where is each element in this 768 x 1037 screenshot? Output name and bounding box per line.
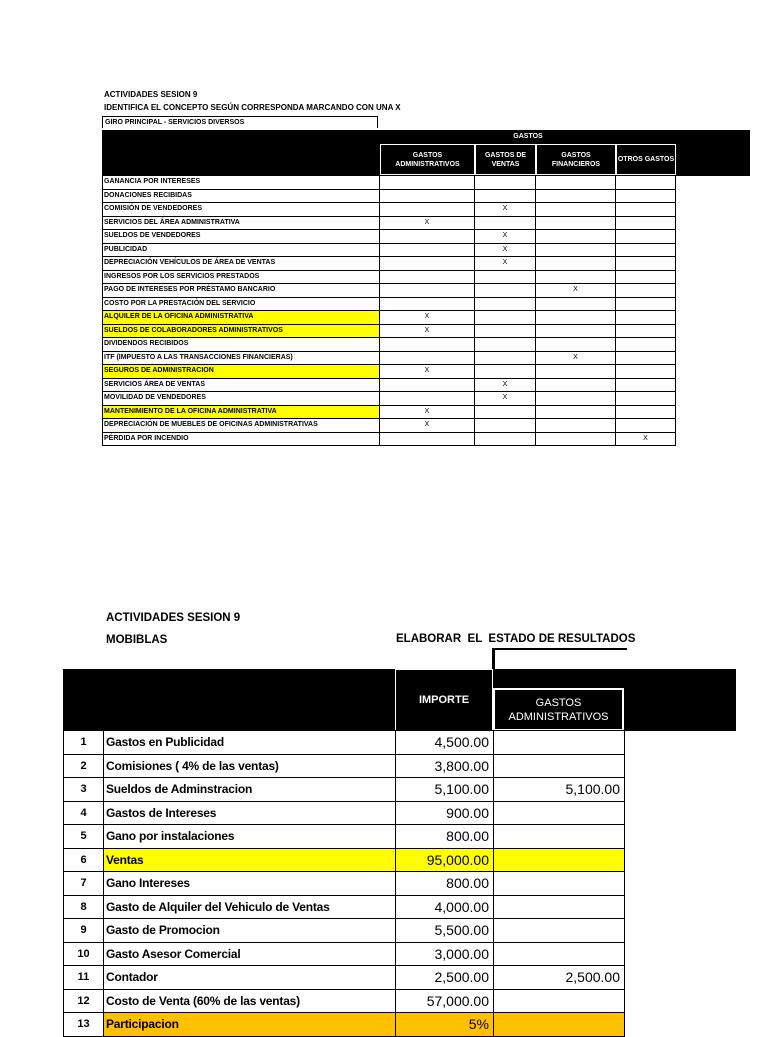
gastos-admin-value[interactable] xyxy=(494,895,625,919)
row-number: 7 xyxy=(64,872,104,896)
concept-row xyxy=(103,351,676,365)
concept-row xyxy=(103,270,676,284)
mark-cell-otros[interactable] xyxy=(616,284,676,298)
concept-row xyxy=(103,338,676,352)
concept-row xyxy=(103,257,676,271)
mark-cell-ventas[interactable] xyxy=(475,270,536,284)
concept-label: MOVILIDAD DE VENDEDORES xyxy=(103,392,380,406)
item-label: Participacion xyxy=(104,1013,396,1037)
section1-instruction: IDENTIFICA EL CONCEPTO SEGÚN CORRESPONDA MARCANDO CON UNA X xyxy=(104,103,401,112)
gastos-admin-value[interactable] xyxy=(494,848,625,872)
header-band-left xyxy=(102,130,380,175)
mark-cell-admin[interactable]: X xyxy=(380,324,475,338)
mark-cell-otros[interactable] xyxy=(616,270,676,284)
income-row xyxy=(64,872,625,896)
gastos-admin-value[interactable] xyxy=(494,872,625,896)
concept-label: SUELDOS DE VENDEDORES xyxy=(103,230,380,244)
mark-cell-otros[interactable] xyxy=(616,351,676,365)
importe-value: 800.00 xyxy=(396,825,494,849)
importe-header xyxy=(395,669,493,731)
mark-cell-ventas[interactable] xyxy=(475,311,536,325)
mark-cell-admin[interactable]: X xyxy=(380,311,475,325)
mark-cell-admin[interactable] xyxy=(380,243,475,257)
task-title: ELABORAR EL ESTADO DE RESULTADOS xyxy=(396,633,636,645)
mark-cell-ventas[interactable]: X xyxy=(475,257,536,271)
mark-cell-admin[interactable] xyxy=(380,392,475,406)
concept-label: DEPRECIACIÓN DE MUEBLES DE OFICINAS ADMINISTRATIVAS xyxy=(103,419,380,433)
row-number: 8 xyxy=(64,895,104,919)
gastos-admin-value[interactable] xyxy=(494,1013,625,1037)
mark-cell-ventas[interactable] xyxy=(475,297,536,311)
income-row xyxy=(64,778,625,802)
importe-value: 900.00 xyxy=(396,801,494,825)
col-header-admin-label: GASTOS ADMINISTRATIVOS xyxy=(395,151,460,168)
importe-value: 5,100.00 xyxy=(396,778,494,802)
concept-label: PÉRDIDA POR INCENDIO xyxy=(103,432,380,446)
mark-cell-financieros[interactable] xyxy=(536,257,616,271)
gastos-admin-header-label: GASTOS ADMINISTRATIVOS xyxy=(508,696,609,723)
concept-label: DONACIONES RECIBIDAS xyxy=(103,189,380,203)
row-number: 5 xyxy=(64,825,104,849)
col-header-otros xyxy=(616,144,676,175)
income-row xyxy=(64,989,625,1013)
concept-label: COSTO POR LA PRESTACIÓN DEL SERVICIO xyxy=(103,297,380,311)
gastos-admin-value[interactable]: 2,500.00 xyxy=(494,966,625,990)
income-table xyxy=(63,730,625,1037)
mark-cell-admin[interactable] xyxy=(380,203,475,217)
importe-value: 3,000.00 xyxy=(396,942,494,966)
mark-cell-ventas[interactable] xyxy=(475,365,536,379)
mark-cell-otros[interactable] xyxy=(616,365,676,379)
mark-cell-financieros[interactable] xyxy=(536,378,616,392)
mark-cell-otros[interactable] xyxy=(616,378,676,392)
concepts-table xyxy=(102,175,676,446)
item-label: Contador xyxy=(104,966,396,990)
mark-cell-admin[interactable] xyxy=(380,284,475,298)
item-label: Costo de Venta (60% de las ventas) xyxy=(104,989,396,1013)
concept-row xyxy=(103,432,676,446)
mark-cell-ventas[interactable] xyxy=(475,176,536,190)
mark-cell-admin[interactable] xyxy=(380,297,475,311)
concept-row xyxy=(103,365,676,379)
mark-cell-admin[interactable] xyxy=(380,230,475,244)
mark-cell-otros[interactable] xyxy=(616,243,676,257)
importe-value: 4,500.00 xyxy=(396,731,494,755)
concept-label: SEGUROS DE ADMINISTRACION xyxy=(103,365,380,379)
concept-label: ITF (IMPUESTO A LAS TRANSACCIONES FINANCIERAS) xyxy=(103,351,380,365)
mark-cell-ventas[interactable] xyxy=(475,216,536,230)
mark-cell-admin[interactable] xyxy=(380,338,475,352)
item-label: Gasto de Alquiler del Vehiculo de Ventas xyxy=(104,895,396,919)
concept-label: DIVIDENDOS RECIBIDOS xyxy=(103,338,380,352)
concept-label: INGRESOS POR LOS SERVICIOS PRESTADOS xyxy=(103,270,380,284)
giro-label: GIRO PRINCIPAL - SERVICIOS DIVERSOS xyxy=(102,116,378,128)
mark-cell-otros[interactable] xyxy=(616,419,676,433)
row-number: 3 xyxy=(64,778,104,802)
mark-cell-financieros[interactable] xyxy=(536,419,616,433)
mark-cell-otros[interactable] xyxy=(616,297,676,311)
row-number: 12 xyxy=(64,989,104,1013)
income-row xyxy=(64,825,625,849)
income-row xyxy=(64,1013,625,1037)
mark-cell-financieros[interactable] xyxy=(536,365,616,379)
importe-value: 4,000.00 xyxy=(396,895,494,919)
company-name: MOBIBLAS xyxy=(106,634,168,646)
concept-row xyxy=(103,324,676,338)
importe-value: 57,000.00 xyxy=(396,989,494,1013)
header-bracket xyxy=(492,648,627,670)
col-header-financieros xyxy=(536,144,616,175)
mark-cell-ventas[interactable] xyxy=(475,419,536,433)
concept-label: SERVICIOS ÁREA DE VENTAS xyxy=(103,378,380,392)
importe-value: 95,000.00 xyxy=(396,848,494,872)
row-number: 4 xyxy=(64,801,104,825)
gastos-admin-value[interactable] xyxy=(494,919,625,943)
row-number: 10 xyxy=(64,942,104,966)
mark-cell-otros[interactable] xyxy=(616,405,676,419)
importe-value: 5% xyxy=(396,1013,494,1037)
item-label: Gastos en Publicidad xyxy=(104,731,396,755)
mark-cell-admin[interactable]: X xyxy=(380,216,475,230)
row-number: 11 xyxy=(64,966,104,990)
gastos-admin-value[interactable] xyxy=(494,942,625,966)
income-row xyxy=(64,848,625,872)
section2-title: ACTIVIDADES SESION 9 xyxy=(106,612,241,624)
item-label: Gano Intereses xyxy=(104,872,396,896)
concept-row xyxy=(103,419,676,433)
concept-label: PAGO DE INTERESES POR PRÉSTAMO BANCARIO xyxy=(103,284,380,298)
mark-cell-financieros[interactable] xyxy=(536,176,616,190)
concept-row xyxy=(103,392,676,406)
income-row xyxy=(64,919,625,943)
mark-cell-financieros[interactable] xyxy=(536,432,616,446)
item-label: Gasto de Promocion xyxy=(104,919,396,943)
concept-label: PUBLICIDAD xyxy=(103,243,380,257)
gastos-admin-value[interactable]: 5,100.00 xyxy=(494,778,625,802)
row-number: 1 xyxy=(64,731,104,755)
mark-cell-ventas[interactable]: X xyxy=(475,230,536,244)
concept-label: MANTENIMIENTO DE LA OFICINA ADMINISTRATIVA xyxy=(103,405,380,419)
mark-cell-financieros[interactable] xyxy=(536,189,616,203)
mark-cell-admin[interactable] xyxy=(380,351,475,365)
mark-cell-financieros[interactable] xyxy=(536,338,616,352)
mark-cell-financieros[interactable] xyxy=(536,324,616,338)
mark-cell-otros[interactable] xyxy=(616,324,676,338)
income-row xyxy=(64,754,625,778)
mark-cell-financieros[interactable] xyxy=(536,311,616,325)
gastos-admin-value[interactable] xyxy=(494,731,625,755)
concept-row xyxy=(103,230,676,244)
header-band-right xyxy=(676,130,750,176)
mark-cell-otros[interactable]: X xyxy=(616,432,676,446)
mark-cell-financieros[interactable] xyxy=(536,230,616,244)
item-label: Comisiones ( 4% de las ventas) xyxy=(104,754,396,778)
mark-cell-financieros[interactable] xyxy=(536,243,616,257)
concept-row xyxy=(103,311,676,325)
mark-cell-financieros[interactable] xyxy=(536,392,616,406)
concept-row xyxy=(103,203,676,217)
mark-cell-otros[interactable] xyxy=(616,189,676,203)
mark-cell-otros[interactable] xyxy=(616,311,676,325)
col-header-ventas xyxy=(475,144,536,175)
importe-value: 5,500.00 xyxy=(396,919,494,943)
mark-cell-financieros[interactable] xyxy=(536,297,616,311)
mark-cell-ventas[interactable]: X xyxy=(475,243,536,257)
item-label: Sueldos de Adminstracion xyxy=(104,778,396,802)
mark-cell-admin[interactable]: X xyxy=(380,365,475,379)
mark-cell-otros[interactable] xyxy=(616,392,676,406)
concept-row xyxy=(103,378,676,392)
mark-cell-otros[interactable] xyxy=(616,230,676,244)
mark-cell-admin[interactable]: X xyxy=(380,419,475,433)
mark-cell-otros[interactable] xyxy=(616,257,676,271)
concept-label: SERVICIOS DEL ÁREA ADMINISTRATIVA xyxy=(103,216,380,230)
income-row xyxy=(64,801,625,825)
income-row xyxy=(64,731,625,755)
mark-cell-financieros[interactable] xyxy=(536,203,616,217)
mark-cell-financieros[interactable] xyxy=(536,216,616,230)
mark-cell-financieros[interactable] xyxy=(536,405,616,419)
mark-cell-financieros[interactable]: X xyxy=(536,284,616,298)
importe-value: 3,800.00 xyxy=(396,754,494,778)
col-header-admin xyxy=(380,144,475,175)
mark-cell-otros[interactable] xyxy=(616,203,676,217)
importe-value: 800.00 xyxy=(396,872,494,896)
mark-cell-otros[interactable] xyxy=(616,338,676,352)
concept-label: SUELDOS DE COLABORADORES ADMINISTRATIVOS xyxy=(103,324,380,338)
mark-cell-admin[interactable] xyxy=(380,189,475,203)
income-row xyxy=(64,942,625,966)
mark-cell-otros[interactable] xyxy=(616,216,676,230)
concept-row xyxy=(103,189,676,203)
gastos-admin-value[interactable] xyxy=(494,989,625,1013)
gastos-admin-header xyxy=(493,688,624,731)
mark-cell-otros[interactable] xyxy=(616,176,676,190)
gastos-admin-value[interactable] xyxy=(494,825,625,849)
concept-row xyxy=(103,405,676,419)
concept-label: DEPRECIACIÓN VEHÍCULOS DE ÁREA DE VENTAS xyxy=(103,257,380,271)
section1-title: ACTIVIDADES SESION 9 xyxy=(104,90,198,99)
mark-cell-admin[interactable] xyxy=(380,432,475,446)
mark-cell-admin[interactable] xyxy=(380,176,475,190)
col-header-otros-label: OTROS GASTOS xyxy=(617,156,675,163)
mark-cell-ventas[interactable] xyxy=(475,351,536,365)
gastos-admin-value[interactable] xyxy=(494,754,625,778)
gastos-group-header: GASTOS xyxy=(380,130,676,144)
income-row xyxy=(64,966,625,990)
mark-cell-financieros[interactable]: X xyxy=(536,351,616,365)
mark-cell-ventas[interactable] xyxy=(475,405,536,419)
mark-cell-admin[interactable]: X xyxy=(380,405,475,419)
mark-cell-ventas[interactable]: X xyxy=(475,203,536,217)
item-label: Ventas xyxy=(104,848,396,872)
row-number: 6 xyxy=(64,848,104,872)
mark-cell-admin[interactable] xyxy=(380,270,475,284)
concept-row xyxy=(103,297,676,311)
importe-value: 2,500.00 xyxy=(396,966,494,990)
concept-row xyxy=(103,284,676,298)
item-label: Gano por instalaciones xyxy=(104,825,396,849)
col-header-ventas-label: GASTOS DE VENTAS xyxy=(484,151,527,168)
mark-cell-financieros[interactable] xyxy=(536,270,616,284)
concept-label: ALQUILER DE LA OFICINA ADMINISTRATIVA xyxy=(103,311,380,325)
importe-header-label: IMPORTE xyxy=(418,694,470,706)
mark-cell-ventas[interactable] xyxy=(475,432,536,446)
mark-cell-admin[interactable] xyxy=(380,257,475,271)
mark-cell-ventas[interactable]: X xyxy=(475,378,536,392)
mark-cell-admin[interactable] xyxy=(380,378,475,392)
item-label: Gastos de Intereses xyxy=(104,801,396,825)
mark-cell-ventas[interactable] xyxy=(475,189,536,203)
concept-row xyxy=(103,243,676,257)
row-number: 9 xyxy=(64,919,104,943)
col-header-financieros-label: GASTOS FINANCIEROS xyxy=(551,151,601,168)
gastos-admin-value[interactable] xyxy=(494,801,625,825)
mark-cell-ventas[interactable] xyxy=(475,338,536,352)
mark-cell-ventas[interactable] xyxy=(475,324,536,338)
income-row xyxy=(64,895,625,919)
mark-cell-ventas[interactable] xyxy=(475,284,536,298)
concept-row xyxy=(103,176,676,190)
row-number: 13 xyxy=(64,1013,104,1037)
concept-label: COMISIÓN DE VENDEDORES xyxy=(103,203,380,217)
item-label: Gasto Asesor Comercial xyxy=(104,942,396,966)
concept-label: GANANCIA POR INTERESES xyxy=(103,176,380,190)
row-number: 2 xyxy=(64,754,104,778)
concept-row xyxy=(103,216,676,230)
mark-cell-ventas[interactable]: X xyxy=(475,392,536,406)
